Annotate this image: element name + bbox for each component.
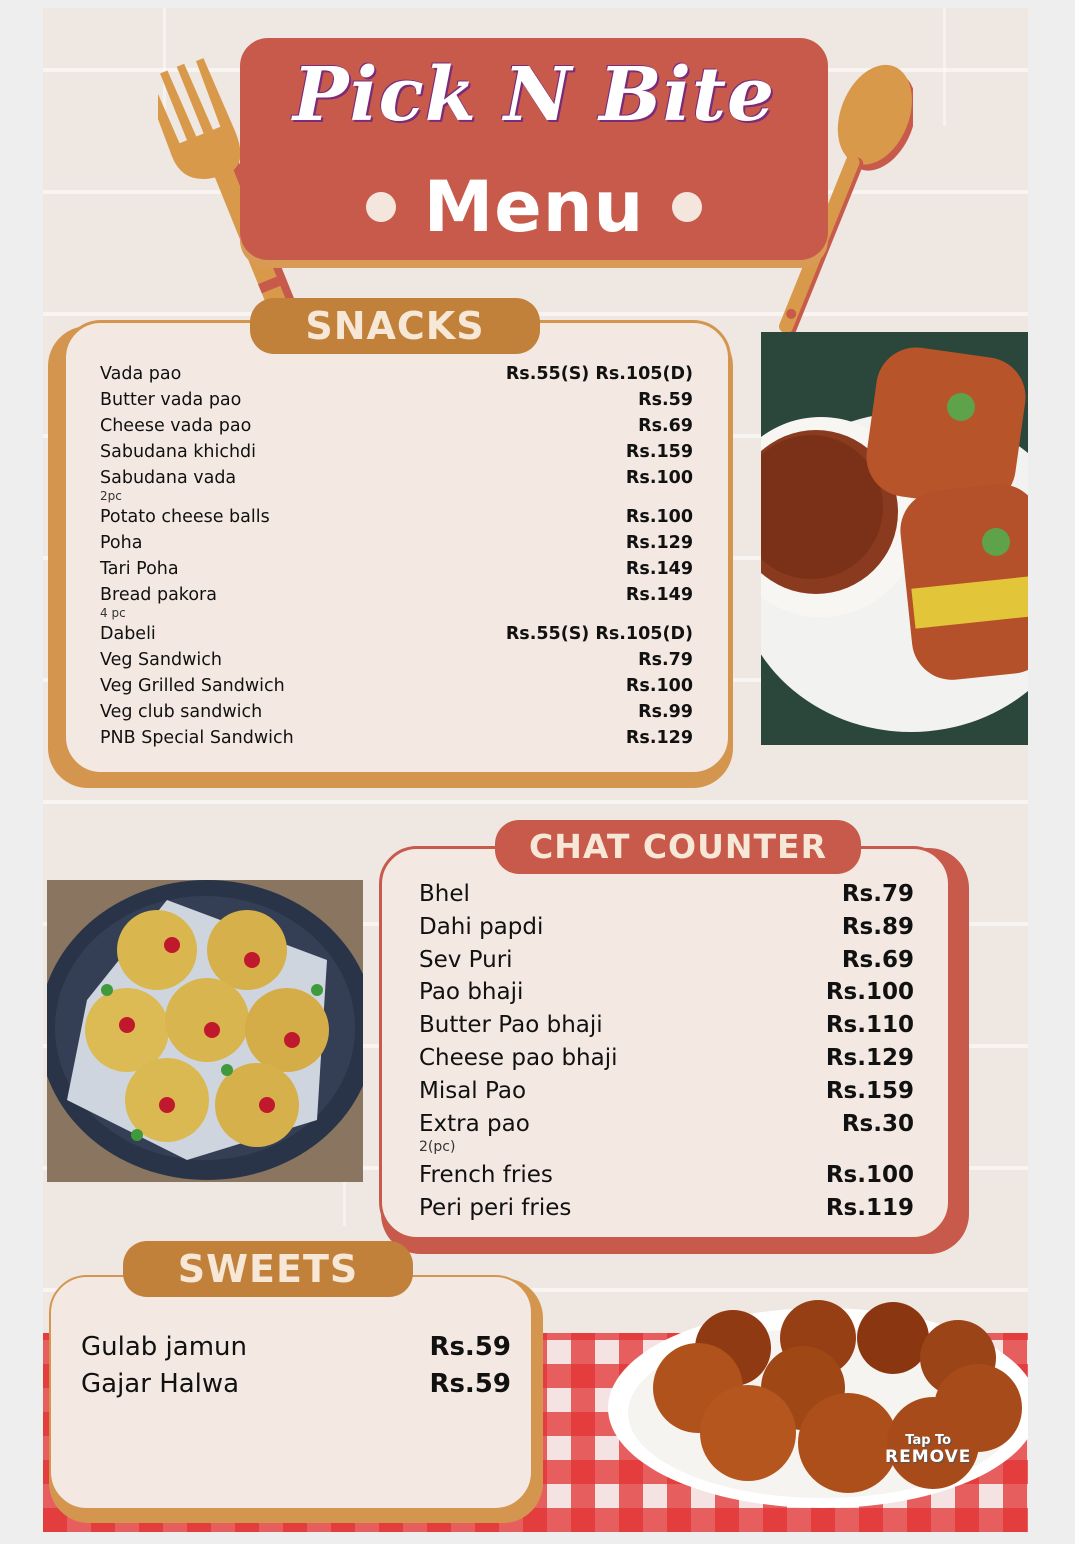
- menu-item: [419, 881, 914, 914]
- snacks-heading: SNACKS: [250, 298, 540, 354]
- menu-item: [100, 442, 693, 468]
- item-price: Rs.79: [638, 650, 693, 670]
- menu-item: [419, 914, 914, 947]
- item-price: Rs.59: [429, 1369, 511, 1399]
- item-name: Veg Sandwich: [100, 650, 222, 670]
- menu-item: [100, 676, 693, 702]
- item-price: Rs.100: [625, 468, 693, 488]
- item-name: Pao bhaji: [419, 979, 524, 1006]
- menu-item: [100, 702, 693, 728]
- item-price: Rs.79: [841, 881, 914, 907]
- menu-item: [419, 979, 914, 1012]
- bullet-dot-icon: [366, 192, 396, 222]
- vada-pao-image: [761, 332, 1028, 745]
- item-note: 4 pc: [100, 606, 126, 620]
- item-name: Gulab jamun: [81, 1332, 247, 1362]
- item-name: Sabudana vada: [100, 468, 237, 488]
- item-name: Tari Poha: [100, 559, 179, 579]
- tap-to-remove-watermark[interactable]: [885, 1434, 971, 1466]
- item-name: Veg Grilled Sandwich: [100, 676, 285, 696]
- item-price: Rs.129: [625, 728, 693, 748]
- brick-line: [943, 8, 946, 126]
- sev-puri-chaat-photo: [47, 880, 363, 1182]
- menu-item: [81, 1369, 511, 1406]
- item-price: Rs.59: [429, 1332, 511, 1362]
- item-price: Rs.59: [638, 390, 693, 410]
- menu-item: [81, 1332, 511, 1369]
- gulab-jamun-image: [603, 1283, 1028, 1518]
- menu-item: [100, 728, 693, 754]
- watermark-line-2: REMOVE: [885, 1447, 972, 1467]
- item-price: Rs.69: [638, 416, 693, 436]
- menu-item: [419, 1078, 914, 1111]
- item-price: Rs.100: [625, 507, 693, 527]
- menu-item: [419, 1111, 914, 1144]
- item-name: Butter vada pao: [100, 390, 242, 410]
- item-name: Gajar Halwa: [81, 1369, 240, 1399]
- item-name: Cheese vada pao: [100, 416, 252, 436]
- item-name: Bhel: [419, 881, 470, 907]
- sweets-list: [81, 1332, 511, 1406]
- menu-item: [419, 1045, 914, 1078]
- menu-item: [419, 1195, 914, 1228]
- item-price: Rs.119: [825, 1195, 914, 1222]
- item-name: PNB Special Sandwich: [100, 728, 294, 748]
- menu-item: [419, 947, 914, 980]
- menu-item: [100, 416, 693, 442]
- item-name: Vada pao: [100, 364, 182, 384]
- bullet-dot-icon: [672, 192, 702, 222]
- item-price: Rs.149: [625, 559, 693, 579]
- item-name: Potato cheese balls: [100, 507, 270, 527]
- item-price: Rs.100: [625, 676, 693, 696]
- item-name: Extra pao: [419, 1110, 530, 1137]
- menu-item: [100, 507, 693, 533]
- item-price: Rs.69: [841, 946, 914, 973]
- menu-item: [100, 364, 693, 390]
- item-name: Cheese pao bhaji: [419, 1044, 618, 1071]
- vada-pao-photo: [761, 332, 1028, 745]
- item-name: French fries: [419, 1162, 553, 1189]
- item-name: Veg club sandwich: [100, 702, 263, 722]
- menu-item: [100, 390, 693, 416]
- item-name: Dahi papdi: [419, 913, 544, 940]
- menu-item: [419, 1162, 914, 1195]
- menu-item: [419, 1012, 914, 1045]
- snacks-list: [100, 364, 693, 754]
- item-price: Rs.100: [825, 979, 914, 1006]
- chat-counter-list: [419, 881, 914, 1228]
- chaat-image: [47, 880, 363, 1182]
- item-price: Rs.55(S) Rs.105(D): [505, 364, 693, 384]
- menu-item: [100, 559, 693, 585]
- menu-item: [100, 650, 693, 676]
- menu-heading-row: [240, 166, 828, 248]
- item-price: Rs.159: [825, 1077, 914, 1104]
- item-name: Poha: [100, 533, 143, 553]
- header-banner: [240, 38, 828, 260]
- sweets-heading: SWEETS: [123, 1241, 413, 1297]
- item-price: Rs.100: [825, 1162, 914, 1189]
- item-note: 2pc: [100, 489, 122, 503]
- item-name: Butter Pao bhaji: [419, 1012, 603, 1039]
- item-price: Rs.129: [625, 533, 693, 553]
- item-name: Peri peri fries: [419, 1195, 572, 1222]
- menu-page: [43, 8, 1028, 1532]
- restaurant-name: Pick N Bite: [292, 52, 776, 138]
- item-note: 2(pc): [419, 1139, 456, 1156]
- item-price: Rs.89: [841, 913, 914, 940]
- menu-item: [100, 624, 693, 650]
- item-price: Rs.110: [825, 1012, 914, 1039]
- item-price: Rs.129: [825, 1044, 914, 1071]
- item-name: Misal Pao: [419, 1077, 527, 1104]
- item-name: Bread pakora: [100, 585, 217, 605]
- item-price: Rs.30: [841, 1110, 914, 1137]
- item-price: Rs.55(S) Rs.105(D): [505, 624, 693, 644]
- item-name: Dabeli: [100, 624, 156, 644]
- item-name: Sabudana khichdi: [100, 442, 257, 462]
- menu-heading: Menu: [423, 166, 645, 248]
- chat-counter-heading: CHAT COUNTER: [495, 820, 861, 874]
- menu-item: [100, 533, 693, 559]
- item-price: Rs.99: [638, 702, 693, 722]
- gulab-jamun-photo: [603, 1283, 1028, 1518]
- item-price: Rs.159: [625, 442, 693, 462]
- watermark-line-1: Tap To: [905, 1433, 952, 1448]
- item-name: Sev Puri: [419, 946, 513, 973]
- item-price: Rs.149: [625, 585, 693, 605]
